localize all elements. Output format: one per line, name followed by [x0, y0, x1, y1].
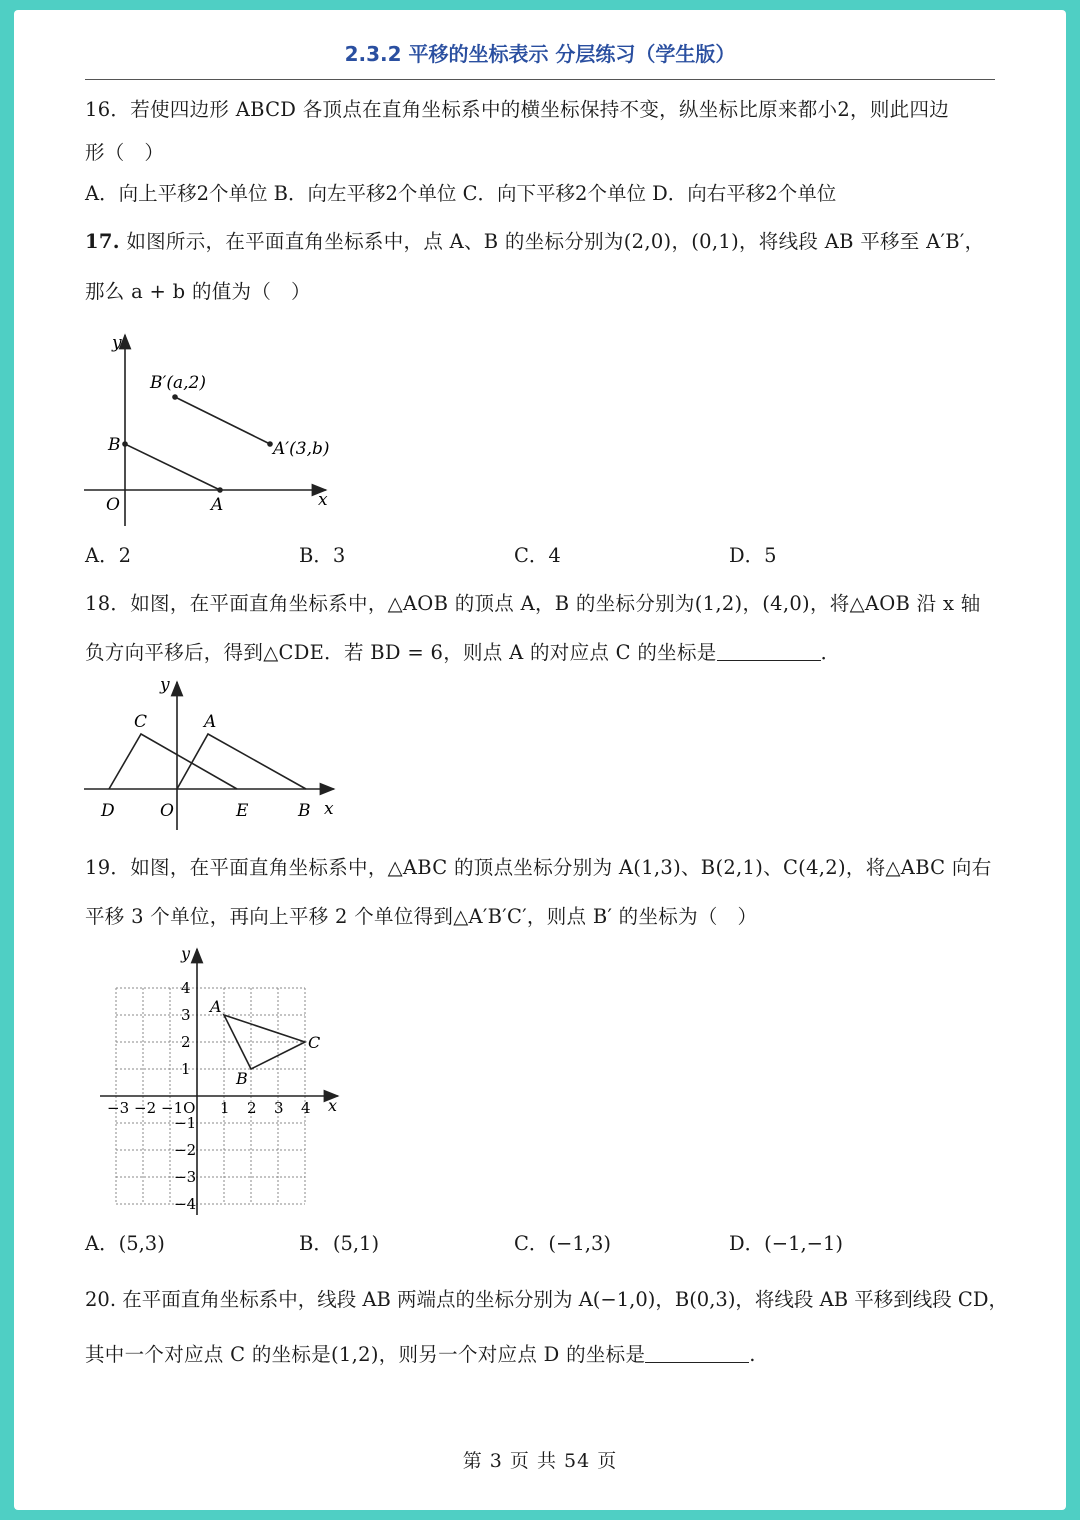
q17-option-a: A．2 [85, 544, 131, 567]
q18-label-y: y [160, 675, 170, 695]
q16-options: A．向上平移2个单位 B．向左平移2个单位 C．向下平移2个单位 D．向右平移2个单位 [85, 182, 837, 205]
q18-triangle-cde [109, 734, 237, 789]
q19-label-c: C [308, 1033, 321, 1052]
q17-label-b: B [108, 435, 121, 455]
q17-figure [74, 320, 354, 535]
q19-xtick: −3 [107, 1099, 130, 1117]
q19-xtick: 2 [247, 1099, 257, 1117]
q17-option-c: C．4 [514, 544, 561, 567]
q20-line2 [85, 1339, 756, 1367]
q19-option-d: D．(−1,−1) [729, 1232, 844, 1255]
q16-line2: 形（ ） [85, 141, 165, 164]
q17-segment-ab [125, 444, 220, 490]
document-page [14, 10, 1066, 1510]
q19-label-a: A [210, 997, 222, 1016]
q19-ytick: 2 [181, 1033, 191, 1051]
q19-ytick: 3 [181, 1006, 191, 1024]
q17-label-x: x [318, 490, 328, 510]
q19-ytick: −4 [174, 1195, 197, 1213]
q19-label-x: x [328, 1096, 338, 1115]
q20-end: . [749, 1343, 756, 1366]
q16-line1: 16．若使四边形 ABCD 各顶点在直角坐标系中的横坐标保持不变，纵坐标比原来都小2，则此四边 [85, 98, 950, 121]
q19-ytick: −2 [174, 1141, 197, 1159]
q19-figure [74, 935, 364, 1220]
page-title: 2.3.2 平移的坐标表示 分层练习（学生版） [344, 42, 736, 66]
q18-label-a: A [204, 712, 217, 732]
q17-point-a [217, 487, 223, 493]
q18-label-c: C [134, 712, 148, 732]
q19-line1: 19．如图，在平面直角坐标系中，△ABC 的顶点坐标分别为 A(1,3)、B(2,1)、C(4,2)，将△ABC 向右 [85, 856, 992, 879]
q17-label-bp: B′(a,2) [150, 373, 206, 393]
q18-triangle-aob [177, 734, 306, 789]
q18-text: 负方向平移后，得到△CDE．若 BD = 6，则点 A 的对应点 C 的坐标是 [85, 641, 717, 664]
q19-ytick: −1 [174, 1114, 197, 1132]
q20-answer-blank[interactable] [645, 1344, 749, 1363]
q17-point-ap [267, 441, 273, 447]
q17-label-ap: A′(3,b) [273, 439, 330, 459]
q19-xtick: 3 [274, 1099, 284, 1117]
q17-point-b [122, 441, 128, 447]
q19-ytick: 1 [181, 1060, 191, 1078]
q18-label-d: D [101, 801, 115, 821]
q17-label-o: O [106, 495, 120, 515]
q17-point-bp [172, 394, 178, 400]
q20-text: 其中一个对应点 C 的坐标是(1,2)，则另一个对应点 D 的坐标是 [85, 1343, 646, 1366]
q19-label-b: B [236, 1069, 248, 1088]
q19-line2: 平移 3 个单位，再向上平移 2 个单位得到△A′B′C′，则点 B′ 的坐标为（ ） [85, 905, 758, 928]
q19-xtick: 4 [301, 1099, 311, 1117]
q19-ytick: 4 [181, 979, 191, 997]
q17-segment-apbp [175, 397, 270, 444]
q17-label-a: A [211, 495, 224, 515]
q19-option-b: B．(5,1) [299, 1232, 380, 1255]
q18-figure [74, 670, 364, 845]
q19-option-a: A．(5,3) [85, 1232, 165, 1255]
q17-option-b: B．3 [299, 544, 346, 567]
q17-number: 17. [85, 230, 120, 253]
q19-ytick: −3 [174, 1168, 197, 1186]
q19-xtick: −2 [134, 1099, 157, 1117]
q18-answer-blank[interactable] [717, 642, 821, 661]
q17-label-y: y [112, 333, 122, 353]
q18-line2 [85, 637, 840, 665]
page-footer: 第 3 页 共 54 页 [462, 1450, 618, 1472]
q17-text: 如图所示，在平面直角坐标系中，点 A、B 的坐标分别为(2,0)，(0,1)，将线段 AB 平移至 A′B′， [126, 230, 985, 253]
q18-label-o: O [160, 801, 174, 821]
q19-xtick: −1O [161, 1099, 196, 1117]
q20-line1: 20. 在平面直角坐标系中，线段 AB 两端点的坐标分别为 A(−1,0)，B(0,3)，将线段 AB 平移到线段 CD， [85, 1288, 1008, 1311]
q18-label-x: x [324, 799, 334, 819]
q17-line1 [85, 226, 984, 254]
q19-option-c: C．(−1,3) [514, 1232, 611, 1255]
q18-end: ． [820, 641, 841, 664]
q17-option-d: D．5 [729, 544, 777, 567]
title-divider [85, 79, 995, 80]
q18-label-b: B [298, 801, 311, 821]
q19-label-y: y [181, 944, 191, 963]
q19-xtick: 1 [220, 1099, 230, 1117]
q18-label-e: E [236, 801, 249, 821]
q18-line1: 18．如图，在平面直角坐标系中，△AOB 的顶点 A，B 的坐标分别为(1,2)，(4,0)，将△AOB 沿 x 轴 [85, 592, 981, 615]
q17-line2: 那么 a + b 的值为（ ） [85, 280, 311, 303]
